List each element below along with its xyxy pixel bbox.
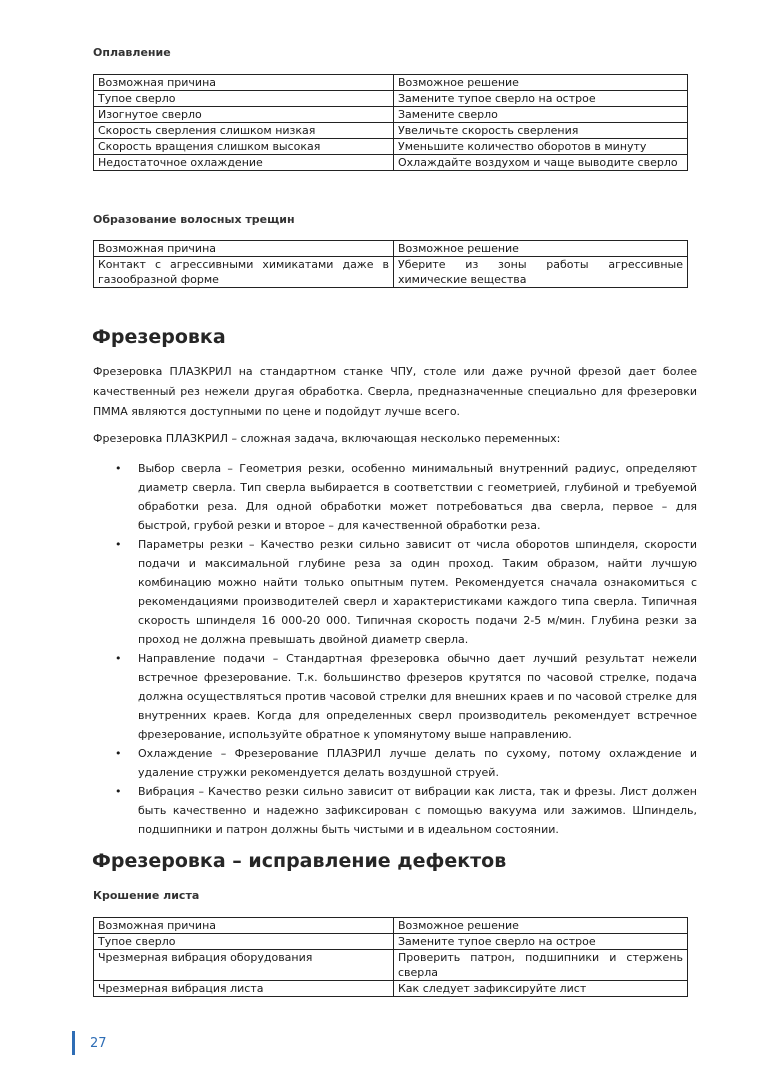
table-cell-cause: Чрезмерная вибрация листа xyxy=(94,981,394,997)
table-cell-solution: Проверить патрон, подшипники и стержень сверла xyxy=(394,950,688,981)
table-row xyxy=(94,934,688,950)
bullet-marker: • xyxy=(115,462,122,475)
melting-table xyxy=(93,74,688,171)
table-header-cause: Возможная причина xyxy=(94,241,394,257)
table-row xyxy=(94,91,688,107)
chipping-table xyxy=(93,917,688,997)
table-header-row xyxy=(94,241,688,257)
list-item xyxy=(93,744,697,782)
list-item-text: Охлаждение – Фрезерование ПЛАЗРИЛ лучше делать по сухому, потому охлаждение и удаление стружки рекомендуется делать воздушной струей. xyxy=(138,747,697,779)
section-heading-crazing: Образование волосных трещин xyxy=(93,213,295,226)
milling-intro-paragraph: Фрезеровка ПЛАЗКРИЛ на стандартном станке ЧПУ, столе или даже ручной фрезой дает более качественный рез нежели другая обработка. Сверла, предназначенные специально для фрезеровки ПММА являются доступными по цене и подойдут лучше всего. xyxy=(93,365,697,418)
list-item-text: Выбор сверла – Геометрия резки, особенно минимальный внутренний радиус, определяют диаметр сверла. Тип сверла выбирается в соответствии с геометрией, глубиной и требуемой обработки реза. Для одной обработки может потребоваться два сверла, первое – для быстрой, грубой резки и второе – для качественной обработки реза. xyxy=(138,462,697,532)
section-heading-melting: Оплавление xyxy=(93,46,171,59)
bullet-marker: • xyxy=(115,785,122,798)
table-header-cause: Возможная причина xyxy=(94,918,394,934)
table-cell-solution: Увеличьте скорость сверления xyxy=(394,123,688,139)
table-row xyxy=(94,257,688,288)
bullet-marker: • xyxy=(115,747,122,760)
table-cell-cause: Изогнутое сверло xyxy=(94,107,394,123)
table-cell-solution: Замените тупое сверло на острое xyxy=(394,91,688,107)
table-cell-solution: Как следует зафиксируйте лист xyxy=(394,981,688,997)
table-cell-solution: Уменьшите количество оборотов в минуту xyxy=(394,139,688,155)
table-row xyxy=(94,981,688,997)
table-cell-solution: Замените тупое сверло на острое xyxy=(394,934,688,950)
table-row xyxy=(94,107,688,123)
bullet-marker: • xyxy=(115,652,122,665)
section-title-milling-defects: Фрезеровка – исправление дефектов xyxy=(92,850,507,872)
list-item-text: Направление подачи – Стандартная фрезеровка обычно дает лучший результат нежели встречное фрезерование. Т.к. большинство фрезеров крутятся по часовой стрелке, подача должна осуществляться против часовой стрелки для внешних краев и по часовой стрелке для внутренних краев. Когда для определенных сверл производитель рекомендует встречное фрезерование, используйте обратное к упомянутому выше направлению. xyxy=(138,652,697,741)
milling-variables-paragraph: Фрезеровка ПЛАЗКРИЛ – сложная задача, включающая несколько переменных: xyxy=(93,432,561,445)
table-row xyxy=(94,139,688,155)
table-cell-cause: Тупое сверло xyxy=(94,91,394,107)
table-cell-cause: Скорость сверления слишком низкая xyxy=(94,123,394,139)
table-cell-cause: Недостаточное охлаждение xyxy=(94,155,394,171)
table-cell-solution: Охлаждайте воздухом и чаще выводите сверло xyxy=(394,155,688,171)
table-cell-cause: Тупое сверло xyxy=(94,934,394,950)
table-header-solution: Возможное решение xyxy=(394,918,688,934)
section-heading-sheet-chipping: Крошение листа xyxy=(93,889,200,902)
list-item xyxy=(93,535,697,649)
table-cell-cause: Контакт с агрессивными химикатами даже в газообразной форме xyxy=(94,257,394,288)
table-row xyxy=(94,950,688,981)
table-row xyxy=(94,155,688,171)
list-item xyxy=(93,782,697,839)
table-header-solution: Возможное решение xyxy=(394,75,688,91)
table-cell-cause: Скорость вращения слишком высокая xyxy=(94,139,394,155)
crazing-table xyxy=(93,240,688,288)
list-item-text: Параметры резки – Качество резки сильно зависит от числа оборотов шпинделя, скорости подачи и максимальной глубине реза за один проход. Таким образом, найти лучшую комбинацию можно найти только опытным путем. Рекомендуется сначала ознакомиться с рекомендациями производителей сверл и характеристиками каждого типа сверла. Типичная скорость шпинделя 16 000-20 000. Типичная скорость подачи 2-5 м/мин. Глубина резки за проход не должна превышать двойной диаметр сверла. xyxy=(138,538,697,646)
table-cell-solution: Замените сверло xyxy=(394,107,688,123)
table-row xyxy=(94,123,688,139)
bullet-marker: • xyxy=(115,538,122,551)
list-item-text: Вибрация – Качество резки сильно зависит от вибрации как листа, так и фрезы. Лист должен быть качественно и надежно зафиксирован с помощью вакуума или зажимов. Шпиндель, подшипники и патрон должны быть чистыми и в идеальном состоянии. xyxy=(138,785,697,836)
footer-accent-bar xyxy=(72,1031,75,1055)
table-cell-cause: Чрезмерная вибрация оборудования xyxy=(94,950,394,981)
section-title-milling: Фрезеровка xyxy=(92,326,226,348)
table-cell-solution: Уберите из зоны работы агрессивные химические вещества xyxy=(394,257,688,288)
page-number: 27 xyxy=(90,1036,107,1051)
table-header-row xyxy=(94,75,688,91)
table-header-cause: Возможная причина xyxy=(94,75,394,91)
list-item xyxy=(93,649,697,744)
milling-variables-list xyxy=(93,459,697,839)
table-header-solution: Возможное решение xyxy=(394,241,688,257)
table-header-row xyxy=(94,918,688,934)
list-item xyxy=(93,459,697,535)
